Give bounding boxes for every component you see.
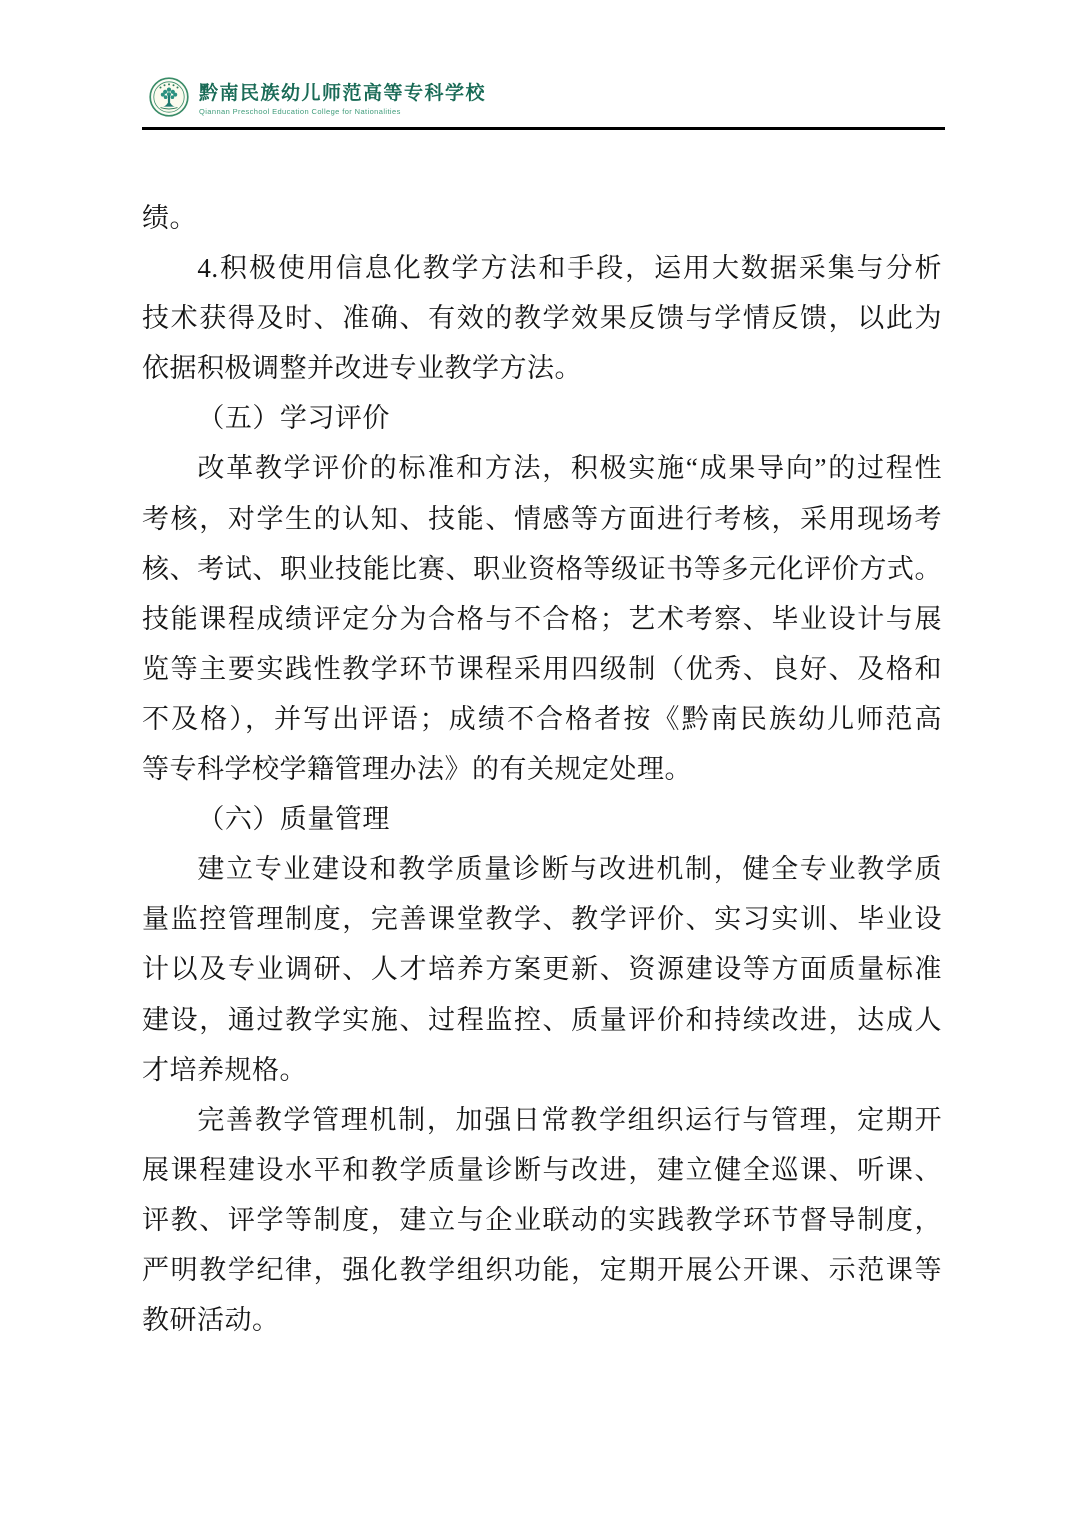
text-line: 核、考试、职业技能比赛、职业资格等级证书等多元化评价方式。 — [142, 553, 942, 584]
text-line: 计以及专业调研、人才培养方案更新、资源建设等方面质量标准 — [142, 954, 942, 985]
text-line: 改革教学评价的标准和方法，积极实施“成果导向”的过程性 — [197, 453, 942, 484]
text-line: 完善教学管理机制，加强日常教学组织运行与管理，定期开 — [197, 1104, 942, 1135]
text-line: 技能课程成绩评定分为合格与不合格；艺术考察、毕业设计与展 — [142, 603, 942, 634]
text-line: 教研活动。 — [142, 1305, 280, 1336]
text-line: 绩。 — [142, 203, 197, 233]
school-name-calligraphy: 黔南民族幼儿师范高等专科学校 — [199, 83, 487, 104]
school-logo-icon — [149, 77, 189, 117]
text-line: 量监控管理制度，完善课堂教学、教学评价、实习实训、毕业设 — [142, 904, 942, 935]
text-line: 展课程建设水平和教学质量诊断与改进，建立健全巡课、听课、 — [142, 1154, 942, 1185]
text-line: 4.积极使用信息化教学方法和手段，运用大数据采集与分析 — [197, 253, 942, 284]
text-line: 技术获得及时、准确、有效的教学效果反馈与学情反馈，以此为 — [142, 303, 942, 334]
header-divider — [142, 127, 945, 130]
text-line: 建设，通过教学实施、过程监控、质量评价和持续改进，达成人 — [142, 1004, 942, 1035]
text-line: 等专科学校学籍管理办法》的有关规定处理。 — [142, 754, 692, 785]
text-line: 建立专业建设和教学质量诊断与改进机制，健全专业教学质 — [197, 854, 942, 885]
text-line: 才培养规格。 — [142, 1054, 307, 1085]
text-line: 依据积极调整并改进专业教学方法。 — [142, 353, 582, 384]
document-body — [142, 193, 942, 1345]
text-line: 严明教学纪律，强化教学组织功能，定期开展公开课、示范课等 — [142, 1254, 942, 1285]
text-line: 考核，对学生的认知、技能、情感等方面进行考核，采用现场考 — [142, 503, 942, 534]
page-header — [0, 0, 1074, 135]
school-name-english: Qiannan Preschool Education College for Nationalities — [199, 107, 401, 116]
section-heading-6: （六）质量管理 — [197, 804, 390, 835]
school-brand — [199, 82, 619, 117]
text-line: 览等主要实践性教学环节课程采用四级制（优秀、良好、及格和 — [142, 653, 942, 684]
text-line: 不及格），并写出评语；成绩不合格者按《黔南民族幼儿师范高 — [142, 703, 942, 734]
text-line: 评教、评学等制度，建立与企业联动的实践教学环节督导制度， — [142, 1204, 942, 1235]
section-heading-5: （五）学习评价 — [197, 403, 390, 434]
